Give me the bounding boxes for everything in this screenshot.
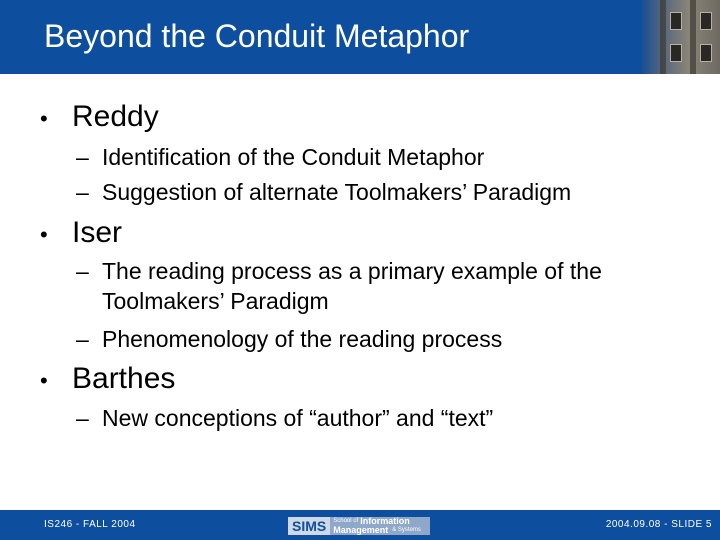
dash-icon: – [76,179,89,205]
bullet-text: Barthes [72,362,176,395]
logo-management: Management [333,524,389,535]
logo-school-of: School of [333,517,359,524]
course-label: IS246 - FALL 2004 [44,519,136,530]
building-window [700,12,712,30]
bullet-iser [40,216,122,250]
sub-bullet [76,176,571,209]
sub-bullet-text: Identification of the Conduit Metaphor [102,144,485,170]
logo-wordmark [330,517,430,535]
date-slide-label: 2004.09.08 - SLIDE 5 [605,519,712,530]
building-column [690,0,696,74]
bullet-icon: • [40,106,48,131]
sub-bullet-text: Phenomenology of the reading process [102,326,503,352]
slide-title: Beyond the Conduit Metaphor [44,18,470,54]
slide-footer [0,510,720,540]
bullet-icon: • [40,368,48,393]
sub-bullet [76,141,484,174]
dash-icon: – [76,326,89,352]
dash-icon: – [76,144,89,170]
bullet-text: Reddy [72,100,159,133]
sub-bullet [76,256,702,316]
bullet-barthes [40,362,175,396]
building-column [660,0,666,74]
sims-logo [288,516,430,535]
sub-bullet-text: The reading process as a primary example of the Toolmakers’ Paradigm [102,258,602,314]
header-building-image [642,0,720,74]
building-window [670,44,682,62]
sub-bullet [76,323,502,356]
dash-icon: – [76,405,89,431]
building-window [700,44,712,62]
bullet-text: Iser [72,216,123,249]
sub-bullet-text: New conceptions of “author” and “text” [102,405,494,431]
building-window [670,12,682,30]
logo-sims-text: SIMS [288,517,330,535]
sub-bullet-text: Suggestion of alternate Toolmakers’ Paradigm [102,179,572,205]
sub-bullet [76,402,493,435]
dash-icon: – [76,258,89,284]
logo-systems: & Systems [392,526,421,533]
logo-information: Information [360,515,410,526]
bullet-icon: • [40,222,48,247]
bullet-reddy [40,100,159,134]
slide-header [0,0,720,74]
